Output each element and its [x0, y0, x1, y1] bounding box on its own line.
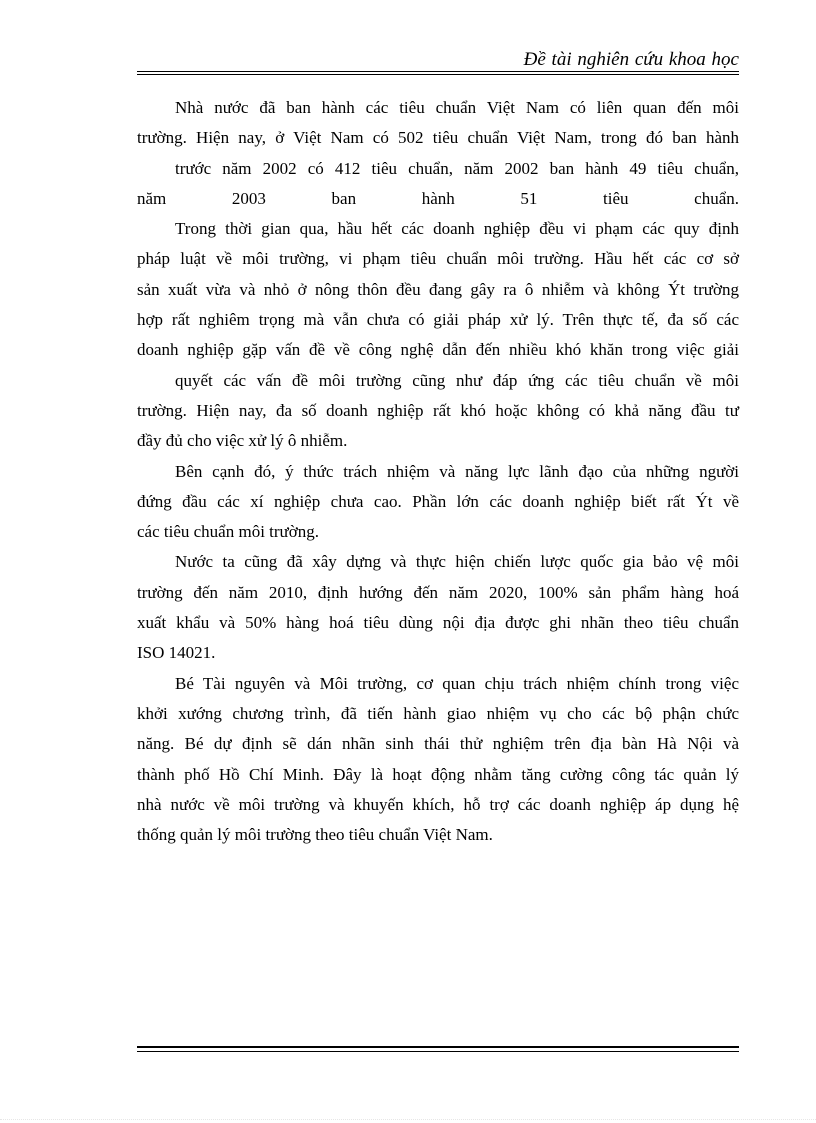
text-line: năm 2003 ban hành 51 tiêu chuẩn. [137, 188, 739, 208]
text-line: khởi xướng chương trình, đã tiến hành giao nhiệm vụ cho các bộ phận chức [137, 703, 739, 723]
text-line: nhà nước về môi trường và khuyến khích, hỗ trợ các doanh nghiệp áp dụng hệ [137, 794, 739, 814]
text-line: trường. Hiện nay, đa số doanh nghiệp rất khó hoặc không có khả năng đầu tư [137, 400, 739, 420]
text-line: Trong thời gian qua, hầu hết các doanh nghiệp đều vi phạm các quy định [175, 219, 739, 239]
text-line: đứng đầu các xí nghiệp chưa cao. Phần lớn các doanh nghiệp biết rất Ýt về [137, 491, 739, 511]
paragraph-3 [137, 457, 739, 548]
footer-rule [137, 1046, 739, 1052]
text-line: Bên cạnh đó, ý thức trách nhiệm và năng lực lãnh đạo của những người [175, 461, 739, 481]
text-line: quyết các vấn đề môi trường cũng như đáp ứng các tiêu chuẩn về môi [175, 370, 739, 390]
text-line: Nhà nước đã ban hành các tiêu chuẩn Việt Nam có liên quan đến môi [175, 98, 739, 117]
text-line: Bé Tài nguyên và Môi trường, cơ quan chịu trách nhiệm chính trong việc [175, 673, 739, 693]
text-line: xuất khẩu và 50% hàng hoá tiêu dùng nội địa được ghi nhãn theo tiêu chuẩn [137, 613, 739, 633]
text-line: trường đến năm 2010, định hướng đến năm 2020, 100% sản phẩm hàng hoá [137, 582, 739, 602]
text-line: trường. Hiện nay, ở Việt Nam có 502 tiêu chuẩn Việt Nam, trong đó ban hành [137, 128, 739, 148]
text-line: hợp rất nghiêm trọng mà vẫn chưa có giải pháp xử lý. Trên thực tế, đa số các [137, 310, 739, 330]
text-line: đầy đủ cho việc xử lý ô nhiễm. [137, 431, 348, 451]
text-line: thành phố Hồ Chí Minh. Đây là hoạt động nhằm tăng cường công tác quản lý [137, 764, 739, 784]
paragraph-2 [137, 214, 739, 456]
text-line: sản xuất vừa và nhỏ ở nông thôn đều đang gây ra ô nhiễm và không Ýt trường [137, 279, 739, 299]
body-text [137, 93, 739, 850]
text-line: năng. Bé dự định sẽ dán nhãn sinh thái thử nghiệm trên địa bàn Hà Nội và [137, 734, 739, 754]
header-rule-bottom [137, 74, 739, 75]
text-line: các tiêu chuẩn môi trường. [137, 522, 320, 542]
text-line: thống quản lý môi trường theo tiêu chuẩn Việt Nam. [137, 825, 493, 845]
header-title: Đề tài nghiên cứu khoa học [523, 49, 739, 70]
text-line: Nước ta cũng đã xây dựng và thực hiện chiến lược quốc gia bảo vệ môi [175, 552, 739, 572]
paragraph-4 [137, 547, 739, 668]
text-line: doanh nghiệp gặp vấn đề về công nghệ dẫn đến nhiều khó khăn trong việc giải [137, 340, 739, 360]
page-edge-dotted [0, 1119, 816, 1120]
text-line: pháp luật về môi trường, vi phạm tiêu chuẩn môi trường. Hầu hết các cơ sở [137, 249, 739, 269]
paragraph-1 [137, 93, 739, 214]
text-line: trước năm 2002 có 412 tiêu chuẩn, năm 2002 ban hành 49 tiêu chuẩn, [175, 158, 739, 178]
header-rule-top [137, 71, 739, 72]
paragraph-5 [137, 669, 739, 851]
text-line: ISO 14021. [137, 643, 216, 663]
